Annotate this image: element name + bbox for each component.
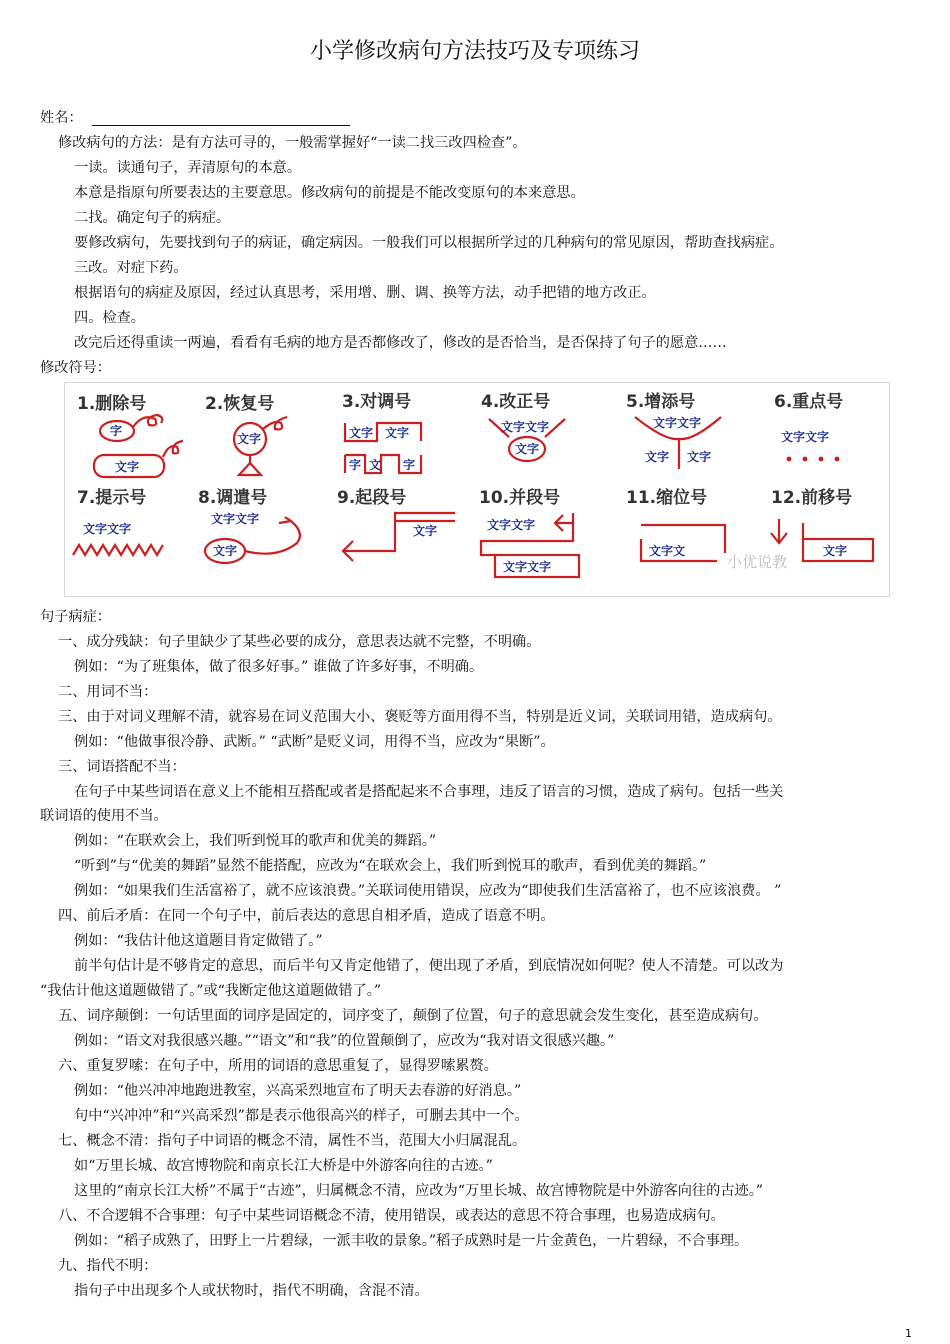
intro-line: 根据语句的病症及原因，经过认真思考，采用增、删、调、换等方法，动手把错的地方改正。	[74, 285, 656, 301]
body-line: 三、由于对词义理解不清，就容易在词义范围大小、褒贬等方面用得不当，特别是近义词，关联词用错，造成病句。	[58, 709, 782, 725]
new-paragraph-icon	[343, 513, 455, 561]
delete-mark-word: 文字	[115, 460, 140, 474]
body-line: 例如：“我估计他这道题目肯定做错了。”	[74, 933, 323, 949]
intro-line: 要修改病句，先要找到句子的病证，确定病因。一般我们可以根据所学过的几种病句的常见原因，帮助查找病症。	[74, 235, 784, 251]
body-line: 五、词序颠倒：一句话里面的词序是固定的，词序变了，颠倒了位置，句子的意思就会发生变化，甚至造成病句。	[58, 1008, 768, 1024]
merge-paragraph-phrase-2: 文字文字	[503, 560, 552, 574]
swap-mark-bottom-zi-1: 字	[349, 458, 362, 472]
intro-line: 三改。对症下药。	[74, 260, 188, 276]
intro-line: 一读。读通句子，弄清原句的本意。	[74, 160, 302, 176]
hint-mark-phrase: 文字文字	[83, 522, 132, 536]
name-field-underline	[92, 125, 350, 126]
body-line: 例如：“语文对我很感兴趣。”“语文”和“我”的位置颠倒了，应改为“我对语文很感兴趣。”	[74, 1033, 615, 1049]
body-line: 这里的“南京长江大桥”不属于“古迹”，归属概念不清，应改为“万里长城、故宫博物院是中外游客向往的古迹。”	[74, 1183, 764, 1199]
body-line: 句中“兴冲冲”和“兴高采烈”都是表示他很高兴的样子，可删去其中一个。	[74, 1108, 529, 1124]
correct-mark-word: 文字	[515, 442, 540, 456]
body-line: 例如：“为了班集体，做了很多好事。” 谁做了许多好事，不明确。	[74, 659, 484, 675]
symbol-label-4: 4.改正号	[481, 392, 551, 412]
body-line: 如“万里长城、故宫博物院和南京长江大桥是中外游客向往的古迹。”	[74, 1158, 493, 1174]
body-line: “听到”与“优美的舞蹈”显然不能搭配，应改为“在联欢会上，我们听到悦耳的歌声，看到优美的舞蹈。”	[74, 858, 707, 874]
symbol-label-3: 3.对调号	[342, 392, 412, 412]
symbol-label-12: 12.前移号	[771, 488, 853, 508]
body-line: 例如：“在联欢会上，我们听到悦耳的歌声和优美的舞蹈。”	[74, 833, 437, 849]
body-line: 联词语的使用不当。	[40, 808, 168, 824]
swap-mark-top-word-2: 文字	[385, 426, 410, 440]
move-forward-word: 文字	[823, 544, 848, 558]
intro-line: 二找。确定句子的病症。	[74, 210, 231, 226]
symbol-label-1: 1.删除号	[77, 394, 147, 414]
symbol-label-6: 6.重点号	[774, 392, 844, 412]
restore-mark-icon	[234, 417, 287, 475]
intro-line: 四。检查。	[74, 310, 145, 326]
symbol-label-10: 10.并段号	[479, 488, 561, 508]
body-line: 例如：“他兴冲冲地跑进教室，兴高采烈地宣布了明天去春游的好消息。”	[74, 1083, 522, 1099]
revision-symbols-svg	[65, 383, 889, 596]
intro-line: 改完后还得重读一两遍，看看有毛病的地方是否都修改了，修改的是否恰当，是否保持了句子的愿意……	[74, 335, 727, 351]
restore-mark-word: 文字	[237, 432, 262, 446]
body-line: 三、词语搭配不当：	[58, 759, 186, 775]
body-line: 六、重复罗嗦：在句子中，所用的词语的意思重复了，显得罗嗦累赘。	[58, 1058, 498, 1074]
body-line: 例如：“稻子成熟了，田野上一片碧绿，一派丰收的景象。”稻子成熟时是一片金黄色，一片碧绿，不合事理。	[74, 1233, 749, 1249]
body-line: “我估计他这道题做错了。”或“我断定他这道题做错了。”	[40, 983, 382, 999]
symbols-heading: 修改符号：	[40, 360, 111, 376]
symbol-label-8: 8.调遣号	[198, 488, 268, 508]
body-line: 例如：“如果我们生活富裕了，就不应该浪费。”关联词使用错误，应改为“即使我们生活富裕了，也不应该浪费。 ”	[74, 883, 782, 899]
body-line: 九、指代不明：	[58, 1258, 158, 1274]
indent-mark-phrase: 文字文	[649, 544, 686, 558]
swap-mark-bottom-zi-2: 字	[403, 458, 416, 472]
body-line: 前半句估计是不够肯定的意思，而后半句又肯定他错了，便出现了矛盾，到底情况如何呢？使人不清楚。可以改为	[74, 958, 784, 974]
body-heading: 句子病症：	[40, 609, 111, 625]
name-label: 姓名：	[40, 110, 83, 126]
move-mark-word: 文字	[213, 544, 238, 558]
symbol-label-2: 2.恢复号	[205, 394, 275, 414]
merge-paragraph-phrase: 文字文字	[487, 518, 536, 532]
insert-mark-word-right: 文字	[687, 450, 712, 464]
move-mark-phrase: 文字文字	[211, 512, 260, 526]
correct-mark-phrase: 文字文字	[501, 420, 550, 434]
symbol-label-7: 7.提示号	[77, 488, 147, 508]
page-title: 小学修改病句方法技巧及专项练习	[309, 39, 640, 64]
symbol-label-9: 9.起段号	[337, 488, 407, 508]
hint-zigzag-icon	[73, 545, 163, 555]
page-number: 1	[905, 1327, 912, 1340]
swap-mark-bottom-wen: 文	[369, 458, 382, 472]
body-line: 四、前后矛盾：在同一个句子中，前后表达的意思自相矛盾，造成了语意不明。	[58, 908, 555, 924]
symbol-label-5: 5.增添号	[626, 392, 696, 412]
emphasis-mark-phrase: 文字文字	[781, 430, 830, 444]
body-line: 在句子中某些词语在意义上不能相互搭配或者是搭配起来不合事理，违反了语言的习惯，造成了病句。包括一些关	[74, 784, 784, 800]
body-line: 二、用词不当：	[58, 684, 158, 700]
emphasis-dots-icon	[787, 457, 840, 462]
intro-line: 本意是指原句所要表达的主要意思。修改病句的前提是不能改变原句的本来意思。	[74, 185, 585, 201]
body-line: 八、不合逻辑不合事理：句子中某些词语概念不清，使用错误，或表达的意思不符合事理，也易造成病句。	[58, 1208, 725, 1224]
body-line: 例如：“他做事很冷静、武断。” “武断”是贬义词，用得不当，应改为“果断”。	[74, 734, 555, 750]
insert-mark-word-left: 文字	[645, 450, 670, 464]
symbol-label-11: 11.缩位号	[626, 488, 708, 508]
insert-mark-phrase: 文字文字	[653, 416, 702, 430]
revision-symbols-figure	[64, 382, 890, 597]
swap-mark-top-word: 文字	[349, 426, 374, 440]
new-paragraph-word: 文字	[413, 524, 438, 538]
body-line: 指句子中出现多个人或状物时，指代不明确，含混不清。	[74, 1283, 429, 1299]
body-line: 七、概念不清：指句子中词语的概念不清，属性不当，范围大小归属混乱。	[58, 1133, 527, 1149]
watermark: 小优说教	[727, 553, 788, 571]
delete-mark-zi: 字	[110, 424, 123, 438]
body-line: 一、成分残缺：句子里缺少了某些必要的成分，意思表达就不完整，不明确。	[58, 634, 541, 650]
intro-line: 修改病句的方法：是有方法可寻的，一般需掌握好“一读二找三改四检查”。	[58, 135, 527, 151]
